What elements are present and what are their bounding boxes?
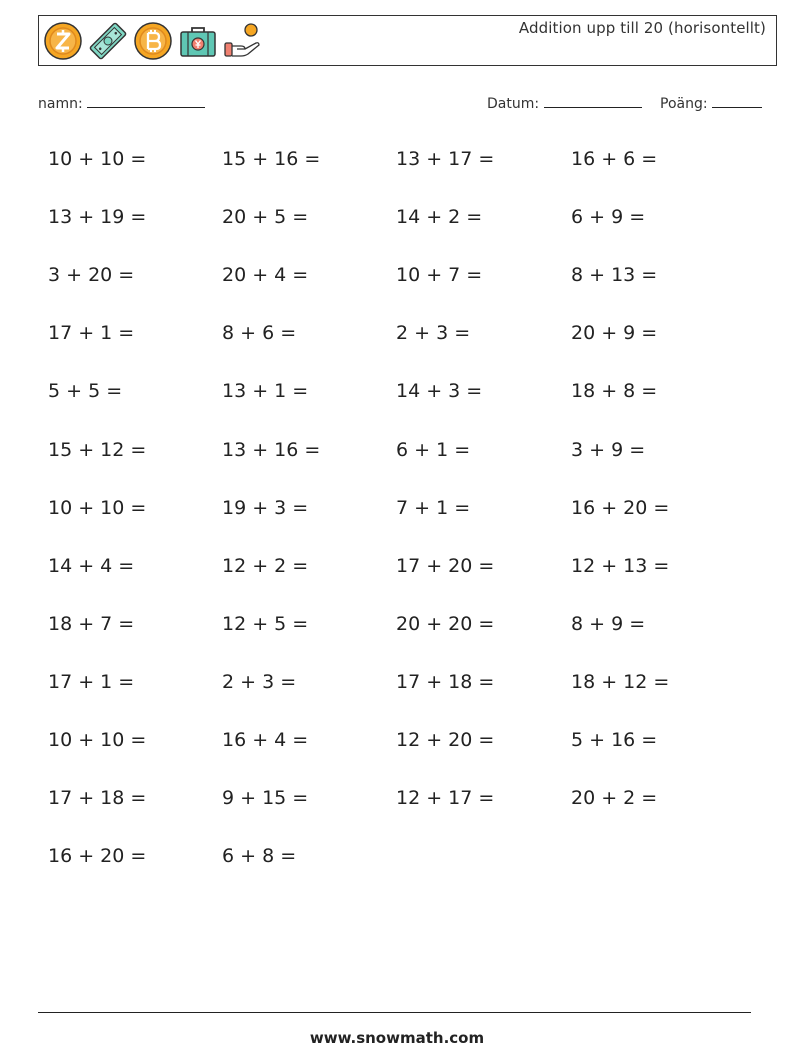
math-problem: 2 + 3 = bbox=[396, 322, 471, 344]
hand-coin-icon bbox=[223, 21, 263, 61]
math-problem: 17 + 1 = bbox=[48, 671, 135, 693]
math-problem: 12 + 13 = bbox=[571, 555, 670, 577]
math-problem: 13 + 17 = bbox=[396, 148, 495, 170]
score-label: Poäng: bbox=[660, 96, 708, 112]
math-problem: 20 + 2 = bbox=[571, 787, 658, 809]
math-problem: 10 + 10 = bbox=[48, 148, 147, 170]
math-problem: 16 + 4 = bbox=[222, 729, 309, 751]
math-problem: 18 + 7 = bbox=[48, 613, 135, 635]
math-problem: 12 + 2 = bbox=[222, 555, 309, 577]
math-problem: 12 + 5 = bbox=[222, 613, 309, 635]
header-icons bbox=[43, 20, 268, 62]
math-problem: 13 + 19 = bbox=[48, 206, 147, 228]
math-problem: 3 + 9 = bbox=[571, 439, 646, 461]
math-problem: 8 + 13 = bbox=[571, 264, 658, 286]
math-problem: 16 + 6 = bbox=[571, 148, 658, 170]
math-problem: 5 + 5 = bbox=[48, 380, 123, 402]
yen-briefcase-icon bbox=[178, 21, 218, 61]
math-problem: 15 + 16 = bbox=[222, 148, 321, 170]
score-line[interactable] bbox=[712, 94, 762, 108]
zcash-coin-icon bbox=[43, 21, 83, 61]
name-line[interactable] bbox=[87, 94, 205, 108]
math-problem: 13 + 16 = bbox=[222, 439, 321, 461]
math-problem: 20 + 20 = bbox=[396, 613, 495, 635]
math-problem: 3 + 20 = bbox=[48, 264, 135, 286]
math-problem: 16 + 20 = bbox=[48, 845, 147, 867]
math-problem: 19 + 3 = bbox=[222, 497, 309, 519]
footer-divider bbox=[38, 1012, 751, 1013]
math-problem: 8 + 6 = bbox=[222, 322, 297, 344]
date-label: Datum: bbox=[487, 96, 540, 112]
math-problem: 10 + 7 = bbox=[396, 264, 483, 286]
math-problem: 14 + 2 = bbox=[396, 206, 483, 228]
date-field bbox=[487, 94, 642, 112]
math-problem: 18 + 8 = bbox=[571, 380, 658, 402]
math-problem: 2 + 3 = bbox=[222, 671, 297, 693]
math-problem: 13 + 1 = bbox=[222, 380, 309, 402]
math-problem: 10 + 10 = bbox=[48, 729, 147, 751]
math-problem: 15 + 12 = bbox=[48, 439, 147, 461]
math-problem: 20 + 9 = bbox=[571, 322, 658, 344]
math-problem: 18 + 12 = bbox=[571, 671, 670, 693]
worksheet-title: Addition upp till 20 (horisontellt) bbox=[518, 19, 766, 37]
name-field bbox=[38, 94, 205, 112]
math-problem: 8 + 9 = bbox=[571, 613, 646, 635]
math-problem: 5 + 16 = bbox=[571, 729, 658, 751]
math-problem: 6 + 8 = bbox=[222, 845, 297, 867]
math-problem: 17 + 1 = bbox=[48, 322, 135, 344]
banknote-icon bbox=[88, 21, 128, 61]
worksheet-header bbox=[38, 15, 777, 66]
math-problem: 10 + 10 = bbox=[48, 497, 147, 519]
footer-url: www.snowmath.com bbox=[309, 1029, 485, 1047]
math-problem: 14 + 4 = bbox=[48, 555, 135, 577]
math-problem: 7 + 1 = bbox=[396, 497, 471, 519]
bitcoin-coin-icon bbox=[133, 21, 173, 61]
math-problem: 14 + 3 = bbox=[396, 380, 483, 402]
math-problem: 12 + 17 = bbox=[396, 787, 495, 809]
math-problem: 6 + 1 = bbox=[396, 439, 471, 461]
math-problem: 6 + 9 = bbox=[571, 206, 646, 228]
date-line[interactable] bbox=[544, 94, 642, 108]
name-label: namn: bbox=[38, 96, 83, 112]
math-problem: 16 + 20 = bbox=[571, 497, 670, 519]
math-problem: 20 + 5 = bbox=[222, 206, 309, 228]
math-problem: 12 + 20 = bbox=[396, 729, 495, 751]
math-problem: 17 + 20 = bbox=[396, 555, 495, 577]
math-problem: 17 + 18 = bbox=[396, 671, 495, 693]
math-problem: 9 + 15 = bbox=[222, 787, 309, 809]
score-field bbox=[660, 94, 762, 112]
math-problem: 17 + 18 = bbox=[48, 787, 147, 809]
math-problem: 20 + 4 = bbox=[222, 264, 309, 286]
